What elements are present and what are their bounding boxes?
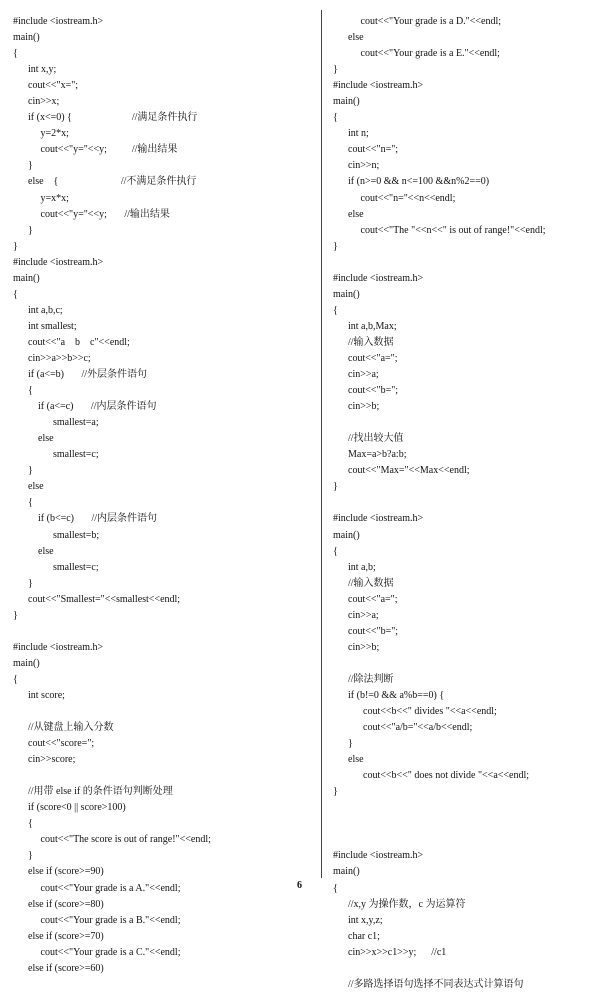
code-line: } [333,481,338,493]
code-line: cout<<"Your grade is a D."<<endl; [333,16,502,27]
code-line: if (b!=0 && a%b==0) { [333,689,445,701]
code-line [333,961,595,977]
code-line: { [13,288,18,300]
code-line: //找出较大值 [333,433,404,445]
code-line: } [13,160,33,172]
code-line: cin>>a; [333,369,379,381]
code-line: char c1; [333,930,380,942]
code-line: } [13,240,18,252]
code-line: #include <iostream.h> [333,513,424,525]
code-line: } [333,786,338,798]
code-line: cout<<"Smallest="<<smallest<<endl; [13,593,181,605]
code-line: cout<<"The "<<n<<" is out of range!"<<endl; [333,224,546,236]
code-line: cout<<"a/b="<<a/b<<endl; [333,722,473,734]
code-line: //除法判断 [333,673,394,685]
code-line: cout<<"b="; [333,625,399,637]
code-line: else if (score>=80) [13,898,104,910]
code-line: else [333,754,364,766]
code-line: if (n>=0 && n<=100 &&n%2==0) [333,176,490,188]
code-line: { [13,48,18,60]
code-line: { [333,304,338,316]
code-line: #include <iostream.h> [333,272,424,284]
code-line: if (score<0 || score>100) [13,802,126,814]
code-line: smallest=c; [13,561,99,573]
code-line: cout<<"y="<<y; //输出结果 [13,144,178,156]
code-line: smallest=b; [13,529,100,541]
code-line: cin>>n; [333,160,380,172]
code-line: cout<<"a="; [333,593,398,605]
code-line: } [13,850,33,862]
code-line: cout<<"Your grade is a E."<<endl; [333,48,500,60]
code-line: int score; [13,689,65,701]
code-line: y=x*x; [13,192,69,204]
code-line [333,832,595,848]
code-line: int smallest; [13,320,77,332]
code-line: } [13,609,18,621]
code-line: if (a<=b) //外层条件语句 [13,369,148,381]
code-line: //输入数据 [333,577,394,589]
code-line: else [333,208,364,220]
code-line [333,495,595,511]
code-line: cout<<b<<" divides "<<a<<endl; [333,706,497,718]
code-line: } [333,64,338,76]
code-line: cout<<"The score is out of range!"<<endl; [13,834,211,846]
page-number: 6 [297,880,302,891]
code-line: else [333,32,364,44]
code-line: cout<<b<<" does not divide "<<a<<endl; [333,770,530,782]
code-line: else [13,545,54,557]
code-line: cout<<"a="; [333,352,398,364]
code-line: #include <iostream.h> [333,850,424,862]
code-line: y=2*x; [13,128,69,140]
code-line: main() [333,288,360,300]
code-line: int n; [333,128,369,140]
code-line: { [333,112,338,124]
code-line: cout<<"b="; [333,385,399,397]
code-line: cout<<"Your grade is a B."<<endl; [13,914,181,926]
code-line: cout<<"a b c"<<endl; [13,336,130,348]
code-line: //x,y 为操作数，c 为运算符 [333,898,466,910]
column-divider [321,10,322,878]
code-line [13,704,313,720]
code-line: main() [333,866,360,878]
code-line: cin>>a; [333,609,379,621]
code-line: cin>>b; [333,401,380,413]
code-line: #include <iostream.h> [13,641,104,653]
code-line: cout<<"x="; [13,80,79,92]
code-line: { [13,385,33,397]
code-line: //输入数据 [333,336,394,348]
code-line: { [333,882,338,894]
code-column-left [13,14,313,977]
code-line: } [13,465,33,477]
code-line: } [13,224,33,236]
code-line: else if (score>=60) [13,962,104,974]
code-line: cout<<"n="; [333,144,399,156]
code-line: } [333,240,338,252]
code-line: //从键盘上输入分数 [13,722,114,734]
code-line: int a,b; [333,561,376,573]
code-line: { [13,673,18,685]
code-line: int x,y; [13,64,57,76]
code-line: { [13,818,33,830]
code-line [333,656,595,672]
code-line: if (b<=c) //内层条件语句 [13,513,158,525]
code-line: cout<<"Max="<<Max<<endl; [333,465,470,477]
code-line [333,415,595,431]
code-line: #include <iostream.h> [333,80,424,92]
code-line: cout<<"score="; [13,738,95,750]
code-line: smallest=c; [13,449,99,461]
code-line: //多路选择语句选择不同表达式计算语句 [333,978,524,990]
code-line: else { //不满足条件执行 [13,176,197,188]
code-line: cin>>a>>b>>c; [13,352,91,364]
code-line: cin>>x>>c1>>y; //c1 [333,946,447,958]
code-line: cout<<"n="<<n<<endl; [333,192,456,204]
code-line: main() [13,32,40,44]
code-line: main() [333,96,360,108]
code-line: cout<<"y="<<y; //输出结果 [13,208,170,220]
code-line: cout<<"Your grade is a A."<<endl; [13,882,181,894]
code-column-right [333,14,595,993]
code-line: cin>>b; [333,641,380,653]
code-line: Max=a>b?a:b; [333,449,407,461]
code-line [13,624,313,640]
code-line: #include <iostream.h> [13,16,104,27]
code-line: cin>>score; [13,754,76,766]
code-line [333,255,595,271]
code-line: { [333,545,338,557]
code-line: main() [13,657,40,669]
code-line: #include <iostream.h> [13,256,104,268]
code-line: smallest=a; [13,417,99,429]
code-line [333,800,595,816]
code-line: else [13,433,54,445]
code-line: else if (score>=90) [13,866,104,878]
code-line: cin>>x; [13,96,60,108]
code-line: int x,y,z; [333,914,383,926]
code-line: //用带 else if 的条件语句判断处理 [13,786,173,798]
code-line: if (x<=0) { //满足条件执行 [13,112,198,124]
code-line: int a,b,c; [13,304,63,316]
code-line [13,768,313,784]
code-line: else [13,481,44,493]
code-line: else if (score>=70) [13,930,104,942]
code-line: if (a<=c) //内层条件语句 [13,401,157,413]
code-line: } [13,577,33,589]
code-line: } [333,738,353,750]
code-line: int a,b,Max; [333,320,397,332]
code-line: main() [13,272,40,284]
code-line [333,816,595,832]
code-line: cout<<"Your grade is a C."<<endl; [13,946,181,958]
code-line: { [13,497,33,509]
code-line: main() [333,529,360,541]
